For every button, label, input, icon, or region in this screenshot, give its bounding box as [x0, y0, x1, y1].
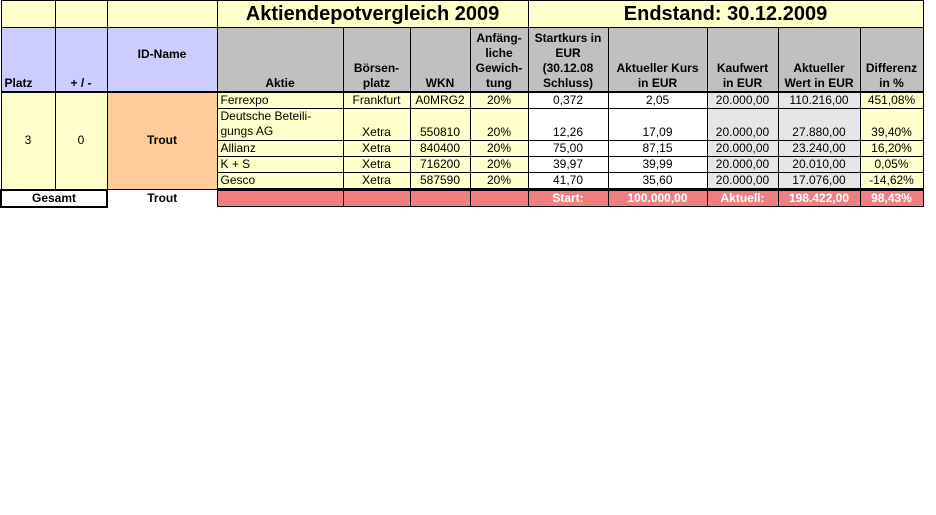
wkn: 716200	[410, 156, 470, 172]
purchase-value: 20.000,00	[707, 108, 778, 140]
start-price: 0,372	[528, 92, 608, 109]
start-label: Start:	[528, 190, 608, 207]
stock-name: Gesco	[217, 172, 343, 188]
total-difference: 98,43%	[860, 190, 923, 207]
empty-cell	[1, 1, 55, 28]
stock-name: Allianz	[217, 140, 343, 156]
stock-name: K + S	[217, 156, 343, 172]
header-gewichtung: Anfäng-liche Gewich-tung	[470, 28, 528, 92]
current-value: 17.076,00	[778, 172, 860, 188]
difference: 16,20%	[860, 140, 923, 156]
header-startkurs: Startkurs in EUR (30.12.08 Schluss)	[528, 28, 608, 92]
total-label: Gesamt	[1, 190, 107, 207]
empty-cell	[470, 190, 528, 207]
current-price: 87,15	[608, 140, 707, 156]
start-price: 39,97	[528, 156, 608, 172]
weighting: 20%	[470, 172, 528, 188]
current-total: 198.422,00	[778, 190, 860, 207]
header-aktueller-wert: Aktueller Wert in EUR	[778, 28, 860, 92]
exchange: Frankfurt	[343, 92, 410, 109]
weighting: 20%	[470, 156, 528, 172]
empty-cell	[55, 1, 107, 28]
difference: -14,62%	[860, 172, 923, 188]
exchange: Xetra	[343, 156, 410, 172]
header-aktueller-kurs: Aktueller Kurs in EUR	[608, 28, 707, 92]
id-name-cell: Trout	[107, 92, 217, 190]
start-total: 100.000,00	[608, 190, 707, 207]
empty-cell	[410, 190, 470, 207]
header-wkn: WKN	[410, 28, 470, 92]
difference: 451,08%	[860, 92, 923, 109]
portfolio-table	[0, 0, 924, 208]
start-price: 12,26	[528, 108, 608, 140]
current-price: 35,60	[608, 172, 707, 188]
header-platz: Platz	[1, 28, 55, 92]
weighting: 20%	[470, 92, 528, 109]
header-idname: ID-Name	[107, 28, 217, 92]
total-name: Trout	[107, 190, 217, 207]
wkn: A0MRG2	[410, 92, 470, 109]
empty-cell	[217, 190, 343, 207]
wkn: 840400	[410, 140, 470, 156]
change-cell: 0	[55, 92, 107, 190]
page-title: Aktiendepotvergleich 2009	[217, 1, 528, 28]
purchase-value: 20.000,00	[707, 172, 778, 188]
header-differenz: Differenz in %	[860, 28, 923, 92]
header-plusminus: + / -	[55, 28, 107, 92]
purchase-value: 20.000,00	[707, 92, 778, 109]
exchange: Xetra	[343, 172, 410, 188]
current-price: 17,09	[608, 108, 707, 140]
wkn: 550810	[410, 108, 470, 140]
wkn: 587590	[410, 172, 470, 188]
exchange: Xetra	[343, 108, 410, 140]
empty-cell	[343, 190, 410, 207]
exchange: Xetra	[343, 140, 410, 156]
current-value: 20.010,00	[778, 156, 860, 172]
difference: 39,40%	[860, 108, 923, 140]
header-boersenplatz: Börsen-platz	[343, 28, 410, 92]
current-label: Aktuell:	[707, 190, 778, 207]
current-price: 39,99	[608, 156, 707, 172]
weighting: 20%	[470, 108, 528, 140]
header-aktie: Aktie	[217, 28, 343, 92]
purchase-value: 20.000,00	[707, 140, 778, 156]
weighting: 20%	[470, 140, 528, 156]
empty-cell	[107, 1, 217, 28]
current-value: 23.240,00	[778, 140, 860, 156]
current-price: 2,05	[608, 92, 707, 109]
purchase-value: 20.000,00	[707, 156, 778, 172]
stock-name: Deutsche Beteili-gungs AG	[217, 108, 343, 140]
current-value: 110.216,00	[778, 92, 860, 109]
platz-cell: 3	[1, 92, 55, 190]
start-price: 75,00	[528, 140, 608, 156]
start-price: 41,70	[528, 172, 608, 188]
header-kaufwert: Kaufwert in EUR	[707, 28, 778, 92]
end-date-title: Endstand: 30.12.2009	[528, 1, 923, 28]
current-value: 27.880,00	[778, 108, 860, 140]
difference: 0,05%	[860, 156, 923, 172]
stock-name: Ferrexpo	[217, 92, 343, 109]
